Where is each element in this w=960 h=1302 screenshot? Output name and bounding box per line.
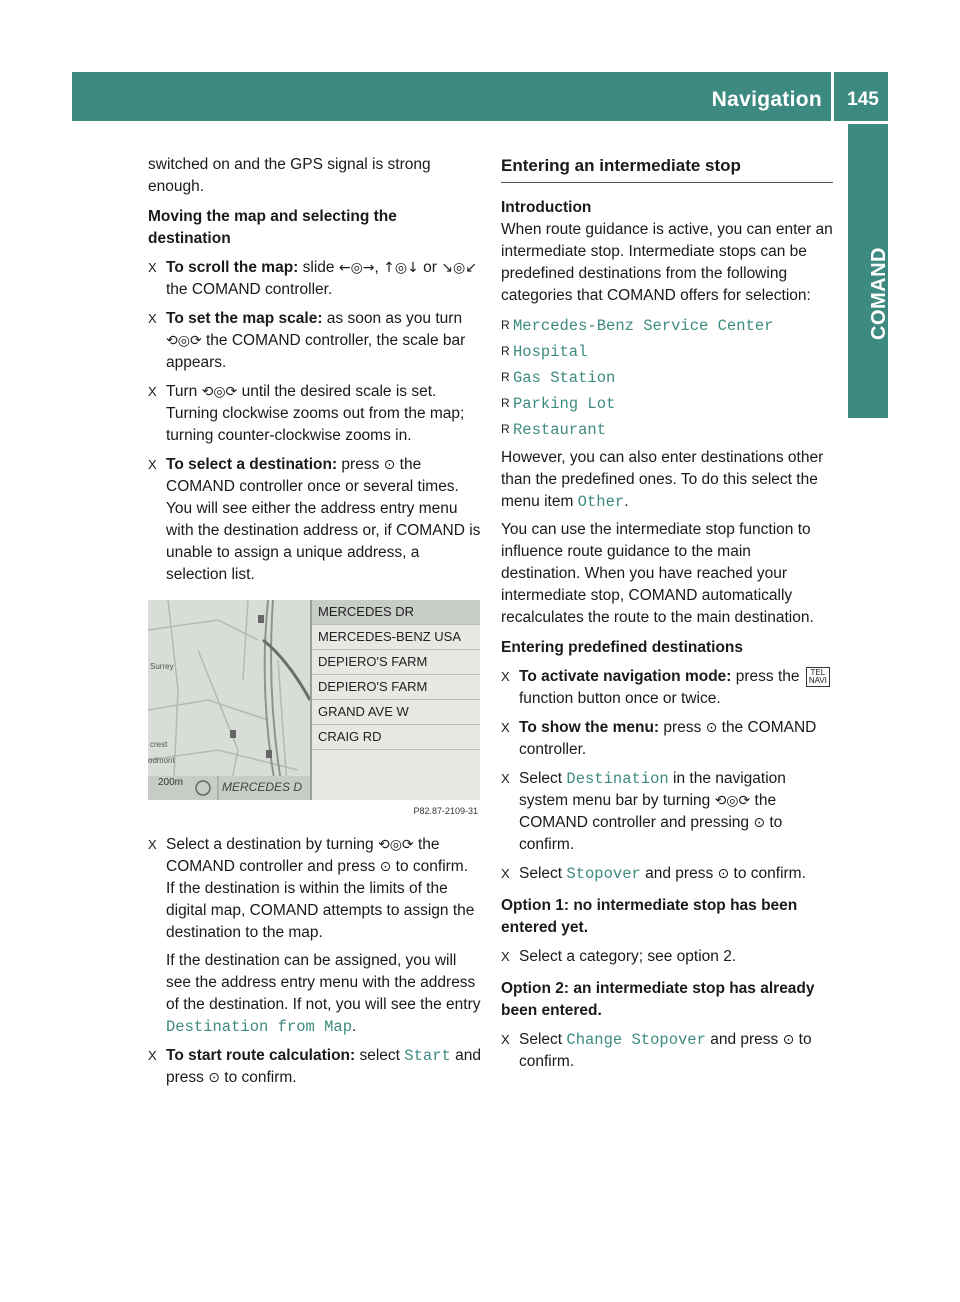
turn-icon: ⟲◎⟳ [166, 333, 202, 349]
header-divider [831, 72, 834, 121]
heading-option-1: Option 1: no intermediate stop has been entered yet. [501, 897, 798, 936]
map-scale-label: 200m [158, 777, 184, 788]
other-paragraph: However, you can also enter destinations other than the predefined ones. To do this select the menu item Other. [501, 449, 824, 511]
turn-icon: ⟲◎⟳ [201, 384, 238, 400]
press-icon: ⊙ [705, 720, 718, 736]
step-arrow-icon: X [501, 720, 510, 735]
zoom-note: Turning clockwise zooms out from the map; turning counter-clockwise zooms in. [166, 405, 465, 444]
step-map-scale: X To set the map scale: as soon as you turn ⟲◎⟳ the COMAND controller, the scale bar appears. [148, 310, 466, 371]
slide-diagonal-icon: ↘◎↙ [441, 260, 477, 276]
list-item: R Parking Lot [501, 391, 833, 417]
press-icon: ⊙ [379, 859, 392, 875]
start-entry: Start [404, 1047, 451, 1065]
step-arrow-icon: X [501, 866, 510, 881]
press-icon: ⊙ [383, 457, 396, 473]
other-entry: Other [577, 493, 625, 511]
list-item[interactable]: DEPIERO'S FARM [312, 675, 480, 700]
step-scroll-map: X To scroll the map: slide ←◎→, ↑◎↓ or ↘◎↙ the COMAND controller. [148, 259, 477, 298]
step-arrow-icon: X [148, 1048, 157, 1063]
step-arrow-icon: X [148, 260, 157, 275]
map-limit-note: If the destination is within the limits of the digital map, COMAND attempts to assign the destination to the map. [166, 880, 475, 941]
step-arrow-icon: X [148, 837, 157, 852]
assign-note: If the destination can be assigned, you will see the address entry menu with the address of the destination. If not, you will see the entry Destination from Map. [166, 952, 481, 1036]
step-show-menu: X To show the menu: press ⊙ the COMAND controller. [501, 719, 817, 758]
heading-introduction: Introduction [501, 199, 592, 216]
heading-option-2: Option 2: an intermediate stop has already been entered. [501, 980, 815, 1019]
side-tab-label: COMAND [868, 247, 890, 340]
bullet-icon: R [501, 396, 510, 410]
press-icon: ⊙ [753, 815, 766, 831]
turn-icon: ⟲◎⟳ [377, 837, 414, 853]
press-icon: ⊙ [208, 1070, 220, 1086]
press-icon: ⊙ [717, 866, 730, 882]
step-arrow-icon: X [148, 457, 157, 472]
slide-up-down-icon: ↑◎↓ [383, 260, 419, 276]
bullet-icon: R [501, 370, 510, 384]
list-item[interactable]: CRAIG RD [312, 725, 480, 750]
step-select-stopover: X Select Stopover and press ⊙ to confirm. [501, 865, 806, 883]
slide-left-right-icon: ←◎→ [338, 260, 375, 276]
list-item[interactable]: DEPIERO'S FARM [312, 650, 480, 675]
turn-icon: ⟲◎⟳ [714, 793, 751, 809]
map-label-odmont: odmont [148, 756, 175, 765]
step-turn-scale: X Turn ⟲◎⟳ until the desired scale is set. Turning clockwise zooms out from the map; turning counter-clockwise zooms in. [148, 383, 465, 444]
intro-paragraph: When route guidance is active, you can enter an intermediate stop. Intermediate stops can be predefined destinations from the following categories that COMAND offers for selection: [501, 221, 833, 304]
step-option-2: X Select Change Stopover and press ⊙ to confirm. [501, 1031, 812, 1070]
step-arrow-icon: X [148, 384, 157, 399]
bullet-icon: R [501, 422, 510, 436]
page-number: 145 [847, 89, 879, 110]
press-icon: ⊙ [782, 1032, 795, 1048]
map-label-crest: crest [150, 740, 168, 749]
destination-entry: Destination [566, 770, 669, 788]
section-title: Entering an intermediate stop [501, 154, 833, 183]
intro-text: switched on and the GPS signal is strong enough. [148, 156, 431, 195]
category-list [501, 313, 833, 443]
heading-moving-map: Moving the map and selecting the destination [148, 208, 397, 247]
function-paragraph: You can use the intermediate stop function to influence route guidance to the main destination. When you have reached your intermediate stop, COMAND automatically recalculates the route to the main destination. [501, 521, 814, 626]
stopover-entry: Stopover [566, 865, 641, 883]
left-column-continued [148, 834, 482, 1089]
bullet-icon: R [501, 344, 510, 358]
step-arrow-icon: X [501, 1032, 510, 1047]
step-select-by-turning: X Select a destination by turning ⟲◎⟳ the COMAND controller and press ⊙ to confirm. If the destination is within the limits of the digital map, COMAND attempts to assign the destination to the map. [148, 836, 475, 941]
navigation-screen-figure [148, 600, 480, 800]
step-arrow-icon: X [501, 669, 510, 684]
step-option-1: X Select a category; see option 2. [501, 946, 833, 968]
step-arrow-icon: X [501, 949, 510, 964]
map-label-surrey: Surrey [150, 662, 174, 671]
step-start-route: X To start route calculation: select Start and press ⊙ to confirm. [148, 1047, 481, 1086]
left-column [148, 154, 482, 586]
step-activate-navigation: X To activate navigation mode: press the TEL NAVI function button once or twice. [501, 666, 833, 710]
map-street-label: MERCEDES D [222, 780, 303, 794]
step-arrow-icon: X [148, 311, 157, 326]
step-arrow-icon: X [501, 771, 510, 786]
destination-from-map-entry: Destination from Map [166, 1018, 353, 1036]
list-item[interactable]: MERCEDES DR [312, 600, 480, 625]
list-item: R Mercedes-Benz Service Center [501, 313, 833, 339]
step-select-destination: X To select a destination: press ⊙ the COMAND controller once or several times. You will see either the address entry menu with the destination address or, if COMAND is unable to assign a unique address, a selection list. [148, 456, 481, 583]
figure-caption: P82.87-2109-31 [413, 806, 478, 816]
map-view [148, 600, 310, 800]
list-item[interactable]: GRAND AVE W [312, 700, 480, 725]
list-item: R Hospital [501, 339, 833, 365]
list-item[interactable]: MERCEDES-BENZ USA [312, 625, 480, 650]
right-column [501, 154, 833, 1073]
destination-selection-list [310, 600, 480, 800]
step-select-destination-menu: X Select Destination in the navigation system menu bar by turning ⟲◎⟳ the COMAND controller and pressing ⊙ to confirm. [501, 770, 786, 853]
bullet-icon: R [501, 318, 510, 332]
list-item: R Restaurant [501, 417, 833, 443]
heading-predefined: Entering predefined destinations [501, 639, 743, 656]
map-roads [148, 600, 310, 800]
change-stopover-entry: Change Stopover [566, 1031, 706, 1049]
tel-navi-key-icon: TEL NAVI [806, 667, 830, 687]
chapter-title: Navigation [711, 88, 822, 111]
list-item: R Gas Station [501, 365, 833, 391]
